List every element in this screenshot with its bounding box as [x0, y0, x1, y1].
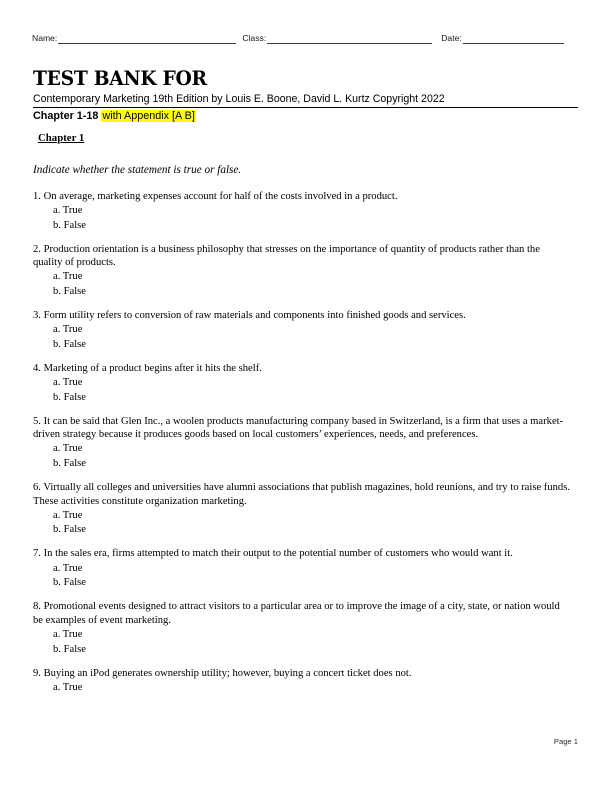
question-option[interactable]: a. True	[53, 324, 83, 336]
name-input-rule[interactable]	[58, 34, 236, 44]
question-option[interactable]: b. False	[53, 458, 86, 469]
question-text: 8. Promotional events designed to attract visitors to a particular area or to improve the image of a city, state, or nation would be examples of event marketing.	[33, 601, 560, 626]
question-option[interactable]: b. False	[53, 643, 86, 655]
class-field[interactable]	[242, 33, 432, 44]
question-block	[33, 547, 570, 590]
question-block	[33, 415, 570, 472]
question-list	[33, 190, 570, 705]
name-label: Name:	[32, 33, 58, 43]
question-text: 1. On average, marketing expenses account for half of the costs involved in a product.	[33, 191, 398, 202]
question-options	[33, 376, 570, 405]
question-option[interactable]: b. False	[53, 286, 86, 298]
question-options	[33, 509, 570, 538]
question-block	[33, 362, 570, 405]
question-block	[33, 190, 570, 233]
question-option[interactable]: a. True	[53, 377, 83, 389]
question-option[interactable]: a. True	[53, 562, 83, 574]
class-label: Class:	[242, 33, 267, 43]
question-option[interactable]: b. False	[53, 219, 86, 231]
question-options	[33, 323, 570, 352]
date-field[interactable]	[441, 33, 564, 44]
question-text: 9. Buying an iPod generates ownership utility; however, buying a concert ticket does not.	[33, 667, 412, 679]
question-option[interactable]: a. True	[53, 681, 83, 693]
question-block	[33, 243, 570, 300]
chapter-range	[33, 109, 196, 123]
question-option[interactable]: a. True	[53, 271, 83, 283]
header-fields	[32, 33, 578, 44]
name-field[interactable]	[32, 33, 236, 44]
question-text: 4. Marketing of a product begins after it hits the shelf.	[33, 362, 262, 374]
question-options	[33, 562, 570, 591]
question-text: 7. In the sales era, firms attempted to match their output to the potential number of customers who would want it.	[33, 548, 513, 560]
question-options	[33, 681, 570, 696]
question-block	[33, 481, 570, 538]
question-option[interactable]: a. True	[53, 509, 83, 521]
document-subtitle: Contemporary Marketing 19th Edition by Louis E. Boone, David L. Kurtz Copyright 2022	[33, 93, 445, 105]
question-text: 6. Virtually all colleges and universities have alumni associations that publish magazines, hold reunions, and try to raise funds. These activities constitute organization marketing.	[33, 482, 570, 507]
question-options	[33, 628, 570, 657]
class-input-rule[interactable]	[267, 34, 432, 44]
question-block	[33, 600, 570, 657]
question-text: 3. Form utility refers to conversion of raw materials and components into finished goods and services.	[33, 310, 466, 322]
question-options	[33, 270, 570, 299]
title-divider	[33, 107, 578, 108]
page-footer: Page 1	[553, 737, 578, 746]
chapter-range-highlight: with Appendix [A B]	[102, 110, 195, 122]
chapter-range-label: Chapter 1-18	[33, 110, 99, 122]
question-options	[33, 442, 570, 471]
question-text: 2. Production orientation is a business philosophy that stresses on the importance of quantity of products rather than the quality of products.	[33, 243, 540, 269]
date-label: Date:	[441, 33, 462, 43]
question-option[interactable]: b. False	[53, 338, 86, 350]
question-option[interactable]: b. False	[53, 577, 86, 589]
chapter-heading: Chapter 1	[38, 132, 85, 144]
question-option[interactable]: a. True	[53, 628, 83, 640]
question-option[interactable]: b. False	[53, 524, 86, 536]
question-option[interactable]: b. False	[53, 391, 86, 403]
question-options	[33, 204, 570, 233]
document-title: TEST BANK FOR	[33, 67, 207, 90]
question-text: 5. It can be said that Glen Inc., a woolen products manufacturing company based in Switzerland, is a firm that uses a market-driven strategy because it produces goods based on local customers’ experiences, needs, and preferences.	[33, 415, 564, 441]
instruction-text: Indicate whether the statement is true or false.	[33, 164, 242, 176]
question-option[interactable]: a. True	[53, 443, 83, 455]
question-block	[33, 309, 570, 352]
date-input-rule[interactable]	[463, 34, 564, 44]
question-option[interactable]: a. True	[53, 205, 83, 217]
question-block	[33, 667, 570, 696]
